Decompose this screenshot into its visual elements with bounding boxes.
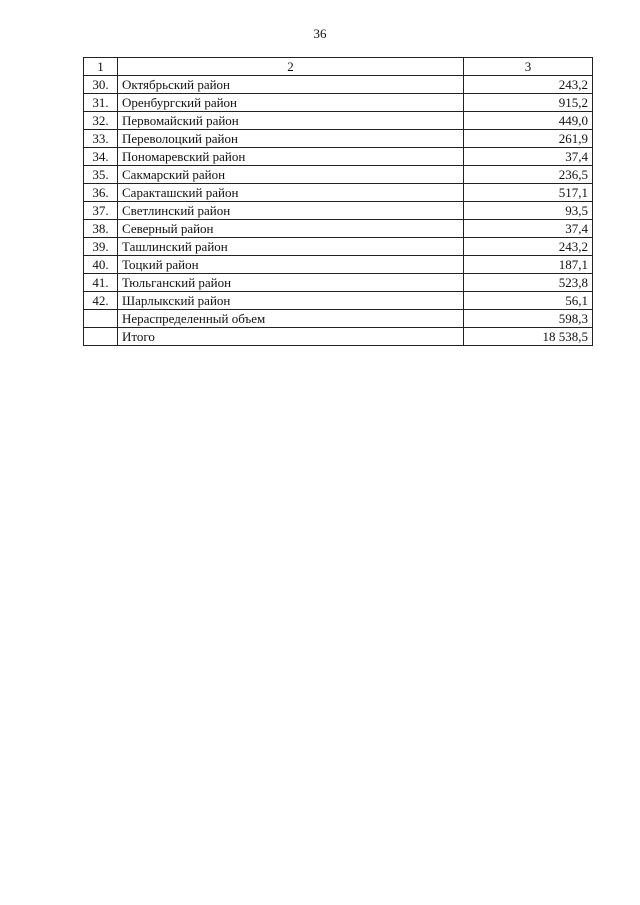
district-name: Светлинский район: [118, 202, 464, 220]
row-number: 36.: [84, 184, 118, 202]
table-row: [84, 238, 593, 256]
page-number: 36: [313, 26, 327, 41]
row-number: 32.: [84, 112, 118, 130]
table-header-row: [84, 58, 593, 76]
district-name: Оренбургский район: [118, 94, 464, 112]
district-name: Шарлыкский район: [118, 292, 464, 310]
district-name: Пономаревский район: [118, 148, 464, 166]
total-value: 18 538,5: [464, 328, 593, 346]
row-number: 34.: [84, 148, 118, 166]
allocation-value: 915,2: [464, 94, 593, 112]
table-row: [84, 274, 593, 292]
table-row-total: [84, 328, 593, 346]
row-number: 37.: [84, 202, 118, 220]
allocation-table: [83, 57, 593, 346]
table-row: [84, 184, 593, 202]
district-name: Северный район: [118, 220, 464, 238]
row-number: 31.: [84, 94, 118, 112]
allocation-value: 243,2: [464, 76, 593, 94]
allocation-value: 517,1: [464, 184, 593, 202]
allocation-value: 236,5: [464, 166, 593, 184]
row-number: 39.: [84, 238, 118, 256]
unallocated-label: Нераспределенный объем: [118, 310, 464, 328]
table-row: [84, 76, 593, 94]
column-header-2: 2: [118, 58, 464, 76]
table-row: [84, 202, 593, 220]
district-name: Ташлинский район: [118, 238, 464, 256]
allocation-value: 523,8: [464, 274, 593, 292]
district-name: Тоцкий район: [118, 256, 464, 274]
table-row: [84, 256, 593, 274]
table-row: [84, 292, 593, 310]
row-number: 41.: [84, 274, 118, 292]
district-name: Саракташский район: [118, 184, 464, 202]
table-row: [84, 166, 593, 184]
district-name: Первомайский район: [118, 112, 464, 130]
unallocated-value: 598,3: [464, 310, 593, 328]
allocation-value: 37,4: [464, 220, 593, 238]
row-number: [84, 328, 118, 346]
row-number: 38.: [84, 220, 118, 238]
row-number: 42.: [84, 292, 118, 310]
district-name: Сакмарский район: [118, 166, 464, 184]
allocation-value: 243,2: [464, 238, 593, 256]
allocation-value: 56,1: [464, 292, 593, 310]
table-row: [84, 94, 593, 112]
table-row: [84, 130, 593, 148]
table-row: [84, 220, 593, 238]
district-name: Тюльганский район: [118, 274, 464, 292]
district-name: Переволоцкий район: [118, 130, 464, 148]
allocation-value: 449,0: [464, 112, 593, 130]
row-number: [84, 310, 118, 328]
total-label: Итого: [118, 328, 464, 346]
table-row: [84, 112, 593, 130]
allocation-value: 261,9: [464, 130, 593, 148]
row-number: 40.: [84, 256, 118, 274]
row-number: 35.: [84, 166, 118, 184]
district-name: Октябрьский район: [118, 76, 464, 94]
table-row: [84, 148, 593, 166]
allocation-value: 187,1: [464, 256, 593, 274]
column-header-1: 1: [84, 58, 118, 76]
row-number: 30.: [84, 76, 118, 94]
table-row-unallocated: [84, 310, 593, 328]
column-header-3: 3: [464, 58, 593, 76]
row-number: 33.: [84, 130, 118, 148]
allocation-value: 37,4: [464, 148, 593, 166]
allocation-value: 93,5: [464, 202, 593, 220]
